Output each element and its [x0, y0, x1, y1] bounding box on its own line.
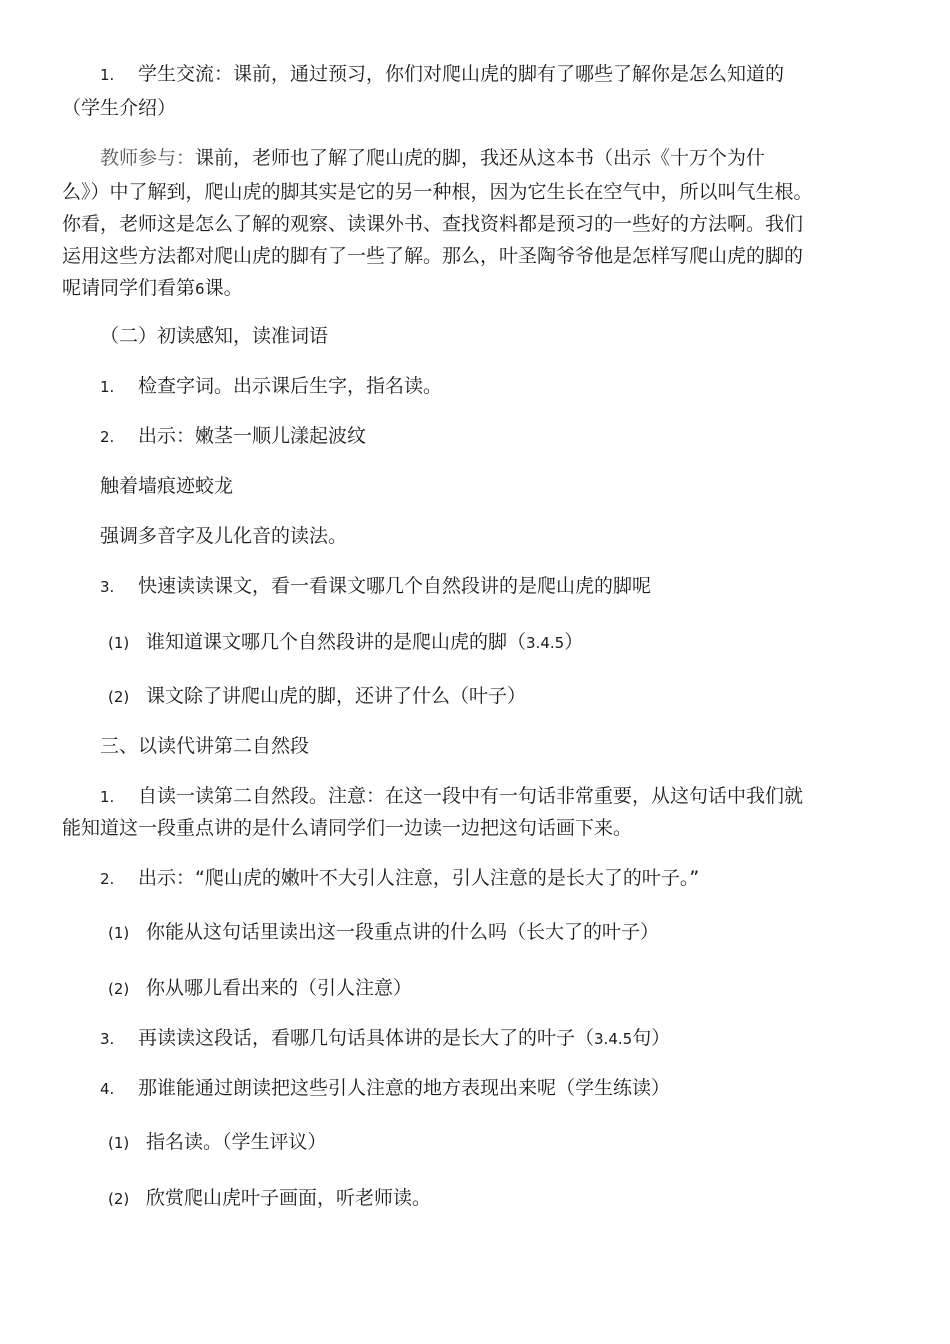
teacher-line-1 [100, 146, 940, 170]
section-2-sub-1 [108, 630, 948, 655]
section-3-item-2 [100, 866, 940, 891]
section-3-item-3 [100, 1026, 940, 1051]
item-text-b: 句） [632, 1027, 671, 1049]
teacher-line-3: 你看，老师这是怎么了解的观察、读课外书、查找资料都是预习的一些好的方法啊。我们 [62, 213, 804, 235]
section-2-words: 触着墙痕迹蛟龙 [100, 475, 234, 497]
item-text: 学生交流：课前，通过预习，你们对爬山虎的脚有了哪些了解你是怎么知道的 [138, 63, 785, 85]
teacher-line-2: 么》）中了解到，爬山虎的脚其实是它的另一种根，因为它生长在空气中，所以叫气生根。 [62, 181, 813, 203]
item-number: 1. [100, 788, 115, 806]
item-text: 检查字词。出示课后生字，指名读。 [138, 375, 443, 397]
sub-number: (1) [108, 1134, 130, 1152]
item-text: 出示：“爬山虎的嫩叶不大引人注意，引人注意的是长大了的叶子。” [138, 867, 700, 889]
section-2-sub-2 [108, 684, 948, 709]
sub-text: 指名读。（学生评议） [146, 1131, 327, 1153]
section-3-item-1-line-2: 能知道这一段重点讲的是什么请同学们一边读一边把这句话画下来。 [62, 817, 633, 839]
item-number: 1. [100, 66, 115, 84]
section-3-heading: 三、以读代讲第二自然段 [100, 735, 310, 757]
section-3-sub-2 [108, 976, 948, 1001]
item-text: 快速读读课文，看一看课文哪几个自然段讲的是爬山虎的脚呢 [138, 575, 652, 597]
item-text-a: 再读读这段话，看哪几句话具体讲的是长大了的叶子（ [138, 1027, 595, 1049]
sub-text-a: 谁知道课文哪几个自然段讲的是爬山虎的脚（ [146, 631, 527, 653]
sub-number: (1) [108, 634, 130, 652]
item-text: 那谁能通过朗读把这些引人注意的地方表现出来呢（学生练读） [138, 1077, 671, 1099]
sub-number: (2) [108, 1190, 130, 1208]
item-number: 2. [100, 428, 115, 446]
teacher-line-5-text-b: 课。 [204, 277, 243, 299]
sub-number: (2) [108, 688, 130, 706]
section-3-item-1-line-1 [100, 784, 940, 809]
section-2-item-2 [100, 424, 940, 449]
item-1-line-1 [100, 62, 940, 87]
section-2-item-3 [100, 574, 940, 599]
item-number: 4. [100, 1080, 115, 1098]
sentence-numbers: 3.4.5 [594, 1030, 633, 1048]
teacher-text: 课前，老师也了解了爬山虎的脚，我还从这本书（出示《十万个为什 [195, 147, 766, 169]
item-text: 出示：嫩茎一顺儿漾起波纹 [138, 425, 367, 447]
item-1-line-2: （学生介绍） [62, 97, 177, 119]
sub-text: 欣赏爬山虎叶子画面，听老师读。 [146, 1187, 432, 1209]
item-text: 自读一读第二自然段。注意：在这一段中有一句话非常重要，从这句话中我们就 [138, 785, 804, 807]
teacher-label: 教师参与： [100, 147, 196, 169]
paragraph-numbers: 3.4.5 [526, 634, 565, 652]
item-number: 3. [100, 578, 115, 596]
section-2-stress: 强调多音字及儿化音的读法。 [100, 525, 348, 547]
item-number: 3. [100, 1030, 115, 1048]
sub-number: (2) [108, 980, 130, 998]
teacher-line-5-text-a: 呢请同学们看第 [62, 277, 196, 299]
section-3-sub-4 [108, 1186, 948, 1211]
sub-text: 你能从这句话里读出这一段重点讲的什么吗（长大了的叶子） [146, 921, 660, 943]
item-number: 2. [100, 870, 115, 888]
teacher-line-4: 运用这些方法都对爬山虎的脚有了一些了解。那么，叶圣陶爷爷他是怎样写爬山虎的脚的 [62, 245, 804, 267]
sub-text: 你从哪儿看出来的（引人注意） [146, 977, 413, 999]
sub-number: (1) [108, 924, 130, 942]
section-2-item-1 [100, 374, 940, 399]
item-number: 1. [100, 378, 115, 396]
section-3-sub-3 [108, 1130, 948, 1155]
sub-text: 课文除了讲爬山虎的脚，还讲了什么（叶子） [146, 685, 527, 707]
sub-text-b: ） [564, 631, 584, 653]
section-2-heading: （二）初读感知，读准词语 [100, 325, 329, 347]
section-3-item-4 [100, 1076, 940, 1101]
section-3-sub-1 [108, 920, 948, 945]
teacher-line-5 [62, 276, 902, 301]
lesson-number: 6 [195, 280, 205, 298]
